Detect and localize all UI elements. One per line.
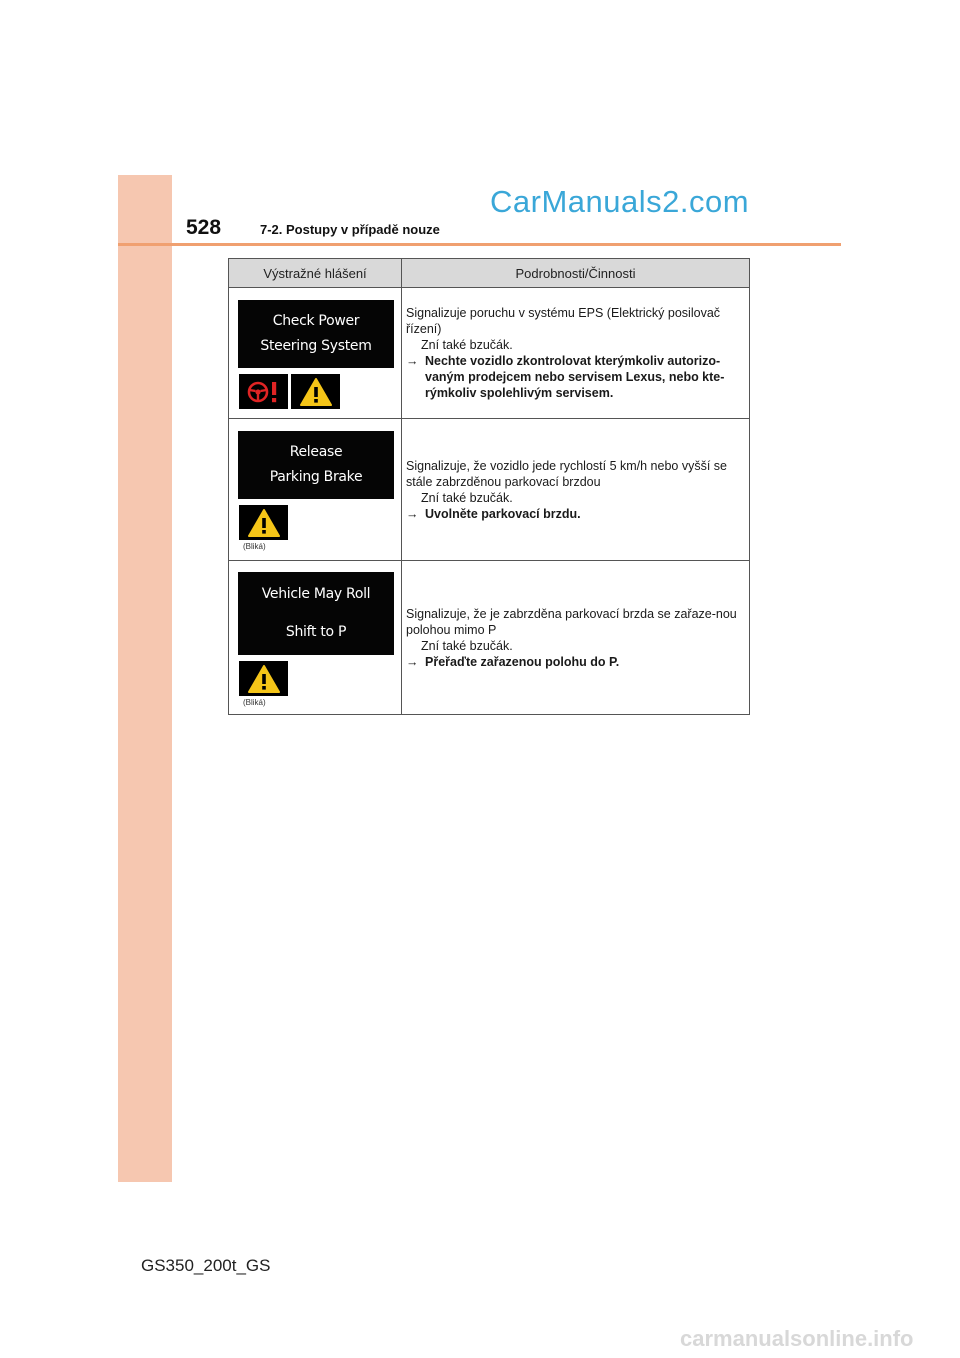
buzzer-note: Zní také bzučák. <box>421 490 513 505</box>
table-row <box>229 288 750 419</box>
details-text: Signalizuje, že je zabrzděna parkovací brzda se zařaze-nou polohou mimo P <box>406 606 737 637</box>
page-number: 528 <box>186 216 222 239</box>
table-row <box>229 561 750 715</box>
arrow-icon: → <box>406 506 419 521</box>
watermark-bottom[interactable]: carmanualsonline.info <box>680 1326 914 1351</box>
action-line <box>406 353 743 401</box>
master-warning-icon <box>239 505 288 540</box>
header-rule <box>118 243 841 246</box>
details-cell <box>402 288 750 419</box>
blink-label: (Bliká) <box>243 698 266 707</box>
arrow-icon: → <box>406 654 419 669</box>
details-text: Signalizuje poruchu v systému EPS (Elektrický posilovač řízení) <box>406 306 721 336</box>
display-message <box>238 300 394 368</box>
chapter-side-tab <box>118 175 172 1182</box>
column-header-message: Výstražné hlášení <box>229 259 402 288</box>
warning-table <box>228 258 750 715</box>
indicator-icons <box>239 505 401 540</box>
action-line <box>406 506 743 522</box>
blink-label: (Bliká) <box>243 542 266 551</box>
action-text: Uvolněte parkovací brzdu. <box>425 506 581 521</box>
message-cell <box>229 288 402 419</box>
message-line: Check Power <box>272 313 360 329</box>
table-row <box>229 419 750 561</box>
table-header-row <box>229 259 750 288</box>
buzzer-note: Zní také bzučák. <box>421 638 513 653</box>
message-line: Parking Brake <box>269 469 363 485</box>
message-cell <box>229 561 402 715</box>
master-warning-icon <box>291 374 340 409</box>
buzzer-note: Zní také bzučák. <box>421 338 513 352</box>
footer-model-code: GS350_200t_GS <box>141 1256 271 1275</box>
message-line: Steering System <box>260 338 372 354</box>
display-message <box>238 572 394 655</box>
indicator-icons <box>239 374 401 409</box>
display-message <box>238 431 394 499</box>
action-text: Nechte vozidlo zkontrolovat kterýmkoliv autorizo-vaným prodejcem nebo servisem Lexus, nebo kte-rýmkoliv spolehlivým servisem. <box>425 354 725 400</box>
action-text: Přeřaďte zařazenou polohu do P. <box>425 654 620 669</box>
details-cell <box>402 561 750 715</box>
details-text: Signalizuje, že vozidlo jede rychlostí 5 km/h nebo vyšší se stále zabrzděnou parkovací brzdou <box>406 458 727 489</box>
watermark-top[interactable]: CarManuals2.com <box>490 184 750 219</box>
arrow-icon: → <box>406 354 419 368</box>
column-header-details: Podrobnosti/Činnosti <box>402 259 750 288</box>
steering-warning-icon <box>239 374 288 409</box>
action-line <box>406 654 743 670</box>
details-cell <box>402 419 750 561</box>
master-warning-icon <box>239 661 288 696</box>
indicator-icons <box>239 661 401 696</box>
message-cell <box>229 419 402 561</box>
message-line: Shift to P <box>285 624 347 641</box>
section-title: 7-2. Postupy v případě nouze <box>260 222 440 237</box>
message-line: Release <box>289 444 343 460</box>
message-line: Vehicle May Roll <box>261 585 371 602</box>
